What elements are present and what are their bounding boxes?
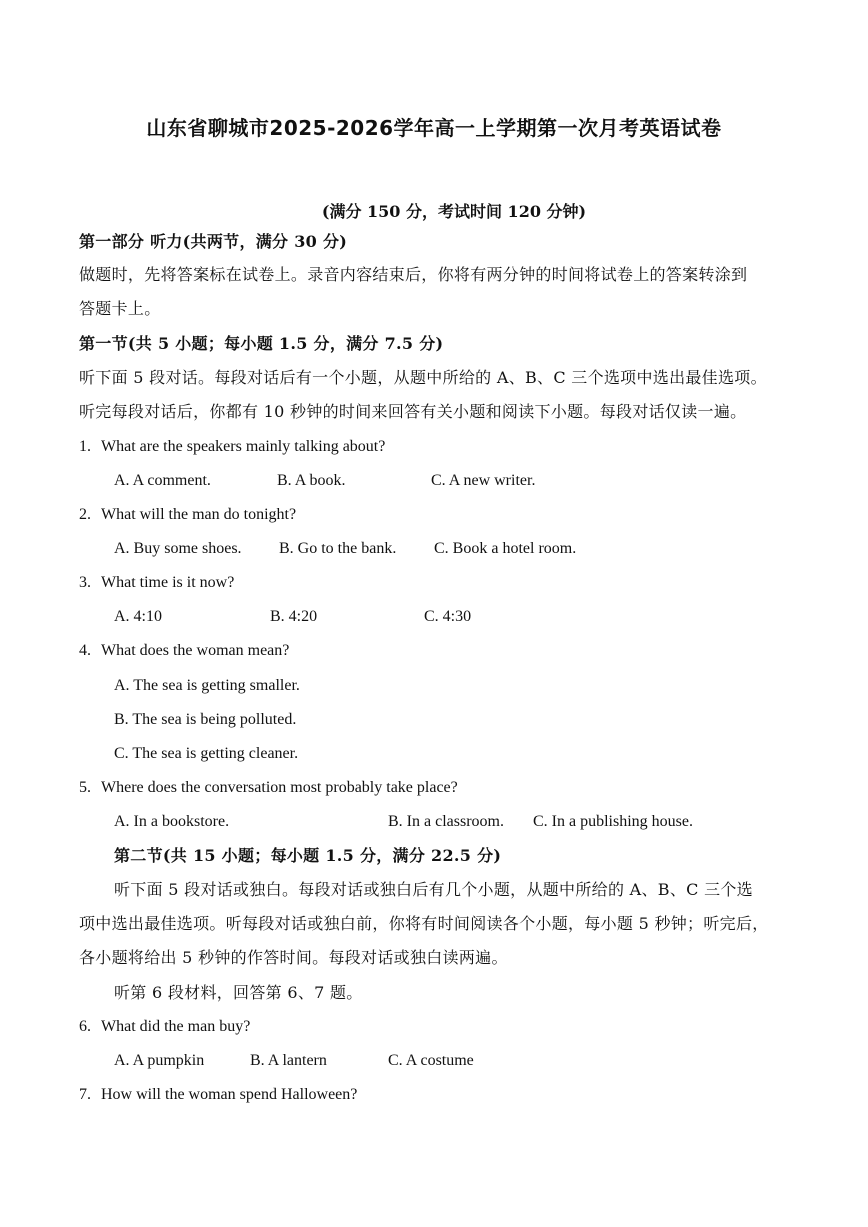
question-1 <box>79 437 385 457</box>
exam-subtitle: (满分 150 分，考试时间 120 分钟) <box>321 202 587 221</box>
section2-intro-line2: 项中选出最佳选项。听每段对话或独白前，你将有时间阅读各个小题，每小题 5 秒钟；听完后， <box>79 914 769 933</box>
q3-option-b: B. 4:20 <box>270 608 318 625</box>
q1-option-a: A. A comment. <box>114 472 211 489</box>
question-number: 2. <box>79 506 91 523</box>
section1-intro-line2: 听完每段对话后，你都有 10 秒钟的时间来回答有关小题和阅读下小题。每段对话仅读一遍。 <box>79 402 747 421</box>
q1-option-c: C. A new writer. <box>431 472 536 489</box>
question-number: 4. <box>79 642 91 659</box>
question-text: What does the woman mean? <box>101 642 290 659</box>
q3-option-c: C. 4:30 <box>424 608 472 625</box>
q4-option-b: B. The sea is being polluted. <box>114 711 297 728</box>
question-number: 7. <box>79 1086 91 1103</box>
material-note: 听第 6 段材料，回答第 6、7 题。 <box>114 983 363 1002</box>
question-number: 1. <box>79 438 91 455</box>
q5-option-a: A. In a bookstore. <box>114 813 230 830</box>
q6-option-c: C. A costume <box>388 1052 474 1069</box>
part1-heading: 第一部分 听力(共两节，满分 30 分) <box>79 232 348 251</box>
q5-option-b: B. In a classroom. <box>388 813 504 830</box>
q4-option-a: A. The sea is getting smaller. <box>114 677 300 694</box>
part1-intro-line1: 做题时，先将答案标在试卷上。录音内容结束后，你将有两分钟的时间将试卷上的答案转涂到 <box>79 265 748 284</box>
question-text: What did the man buy? <box>101 1018 251 1035</box>
question-text: What time is it now? <box>101 574 235 591</box>
q2-option-a: A. Buy some shoes. <box>114 540 242 557</box>
section2-intro-line1: 听下面 5 段对话或独白。每段对话或独白后有几个小题，从题中所给的 A、B、C 三个选 <box>114 880 753 899</box>
q2-option-c: C. Book a hotel room. <box>434 540 577 557</box>
q3-option-a: A. 4:10 <box>114 608 162 625</box>
question-3 <box>79 573 234 593</box>
question-text: What are the speakers mainly talking about? <box>101 438 386 455</box>
q6-option-b: B. A lantern <box>250 1052 327 1069</box>
question-4 <box>79 641 289 661</box>
q1-option-b: B. A book. <box>277 472 346 489</box>
q5-option-c: C. In a publishing house. <box>533 813 693 830</box>
section1-heading: 第一节(共 5 小题；每小题 1.5 分，满分 7.5 分) <box>79 334 444 353</box>
q4-option-c: C. The sea is getting cleaner. <box>114 745 299 762</box>
question-number: 5. <box>79 779 91 796</box>
question-5 <box>79 778 458 798</box>
q6-option-a: A. A pumpkin <box>114 1052 205 1069</box>
question-6 <box>79 1017 250 1037</box>
question-text: What will the man do tonight? <box>101 506 297 523</box>
question-text: Where does the conversation most probably take place? <box>101 779 458 796</box>
section1-intro-line1: 听下面 5 段对话。每段对话后有一个小题，从题中所给的 A、B、C 三个选项中选出最佳选项。 <box>79 368 767 387</box>
question-2 <box>79 505 296 525</box>
exam-title: 山东省聊城市2025-2026学年高一上学期第一次月考英语试卷 <box>146 116 722 140</box>
section2-intro-line3: 各小题将给出 5 秒钟的作答时间。每段对话或独白读两遍。 <box>79 948 508 967</box>
section2-heading: 第二节(共 15 小题；每小题 1.5 分，满分 22.5 分) <box>114 846 502 865</box>
question-number: 3. <box>79 574 91 591</box>
question-7 <box>79 1085 357 1105</box>
part1-intro-line2: 答题卡上。 <box>79 299 161 318</box>
question-number: 6. <box>79 1018 91 1035</box>
q2-option-b: B. Go to the bank. <box>279 540 397 557</box>
question-text: How will the woman spend Halloween? <box>101 1086 358 1103</box>
